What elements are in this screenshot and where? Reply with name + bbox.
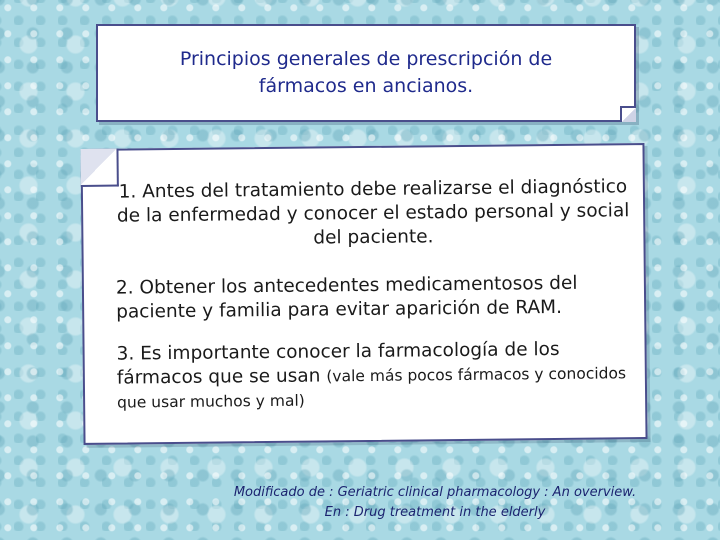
citation-line-2: En : Drug treatment in the elderly: [324, 505, 546, 520]
principle-2: 2. Obtener los antecedentes medicamentosos del paciente y familia para evitar aparición de RAM.: [115, 272, 578, 323]
principle-3-note: (vale más pocos fármacos y conocidos que usar muchos y mal): [117, 364, 627, 412]
title-line-1: Principios generales de prescripción de: [179, 48, 553, 70]
content-card: [80, 143, 647, 445]
citation: [200, 483, 670, 523]
principle-1: 1. Antes del tratamiento debe realizarse el diagnóstico de la enfermedad y conocer el estado personal y social del paciente.: [116, 176, 630, 249]
title-card: [96, 24, 636, 122]
principle-3-main: 3. Es importante conocer la farmacología de los fármacos que se usan: [116, 338, 560, 389]
citation-line-1: Modificado de : Geriatric clinical pharmacology : An overview.: [233, 485, 637, 500]
page-curl-decoration: [620, 106, 636, 122]
principle-3: [116, 337, 637, 414]
title-line-2: fármacos en ancianos.: [258, 75, 474, 97]
